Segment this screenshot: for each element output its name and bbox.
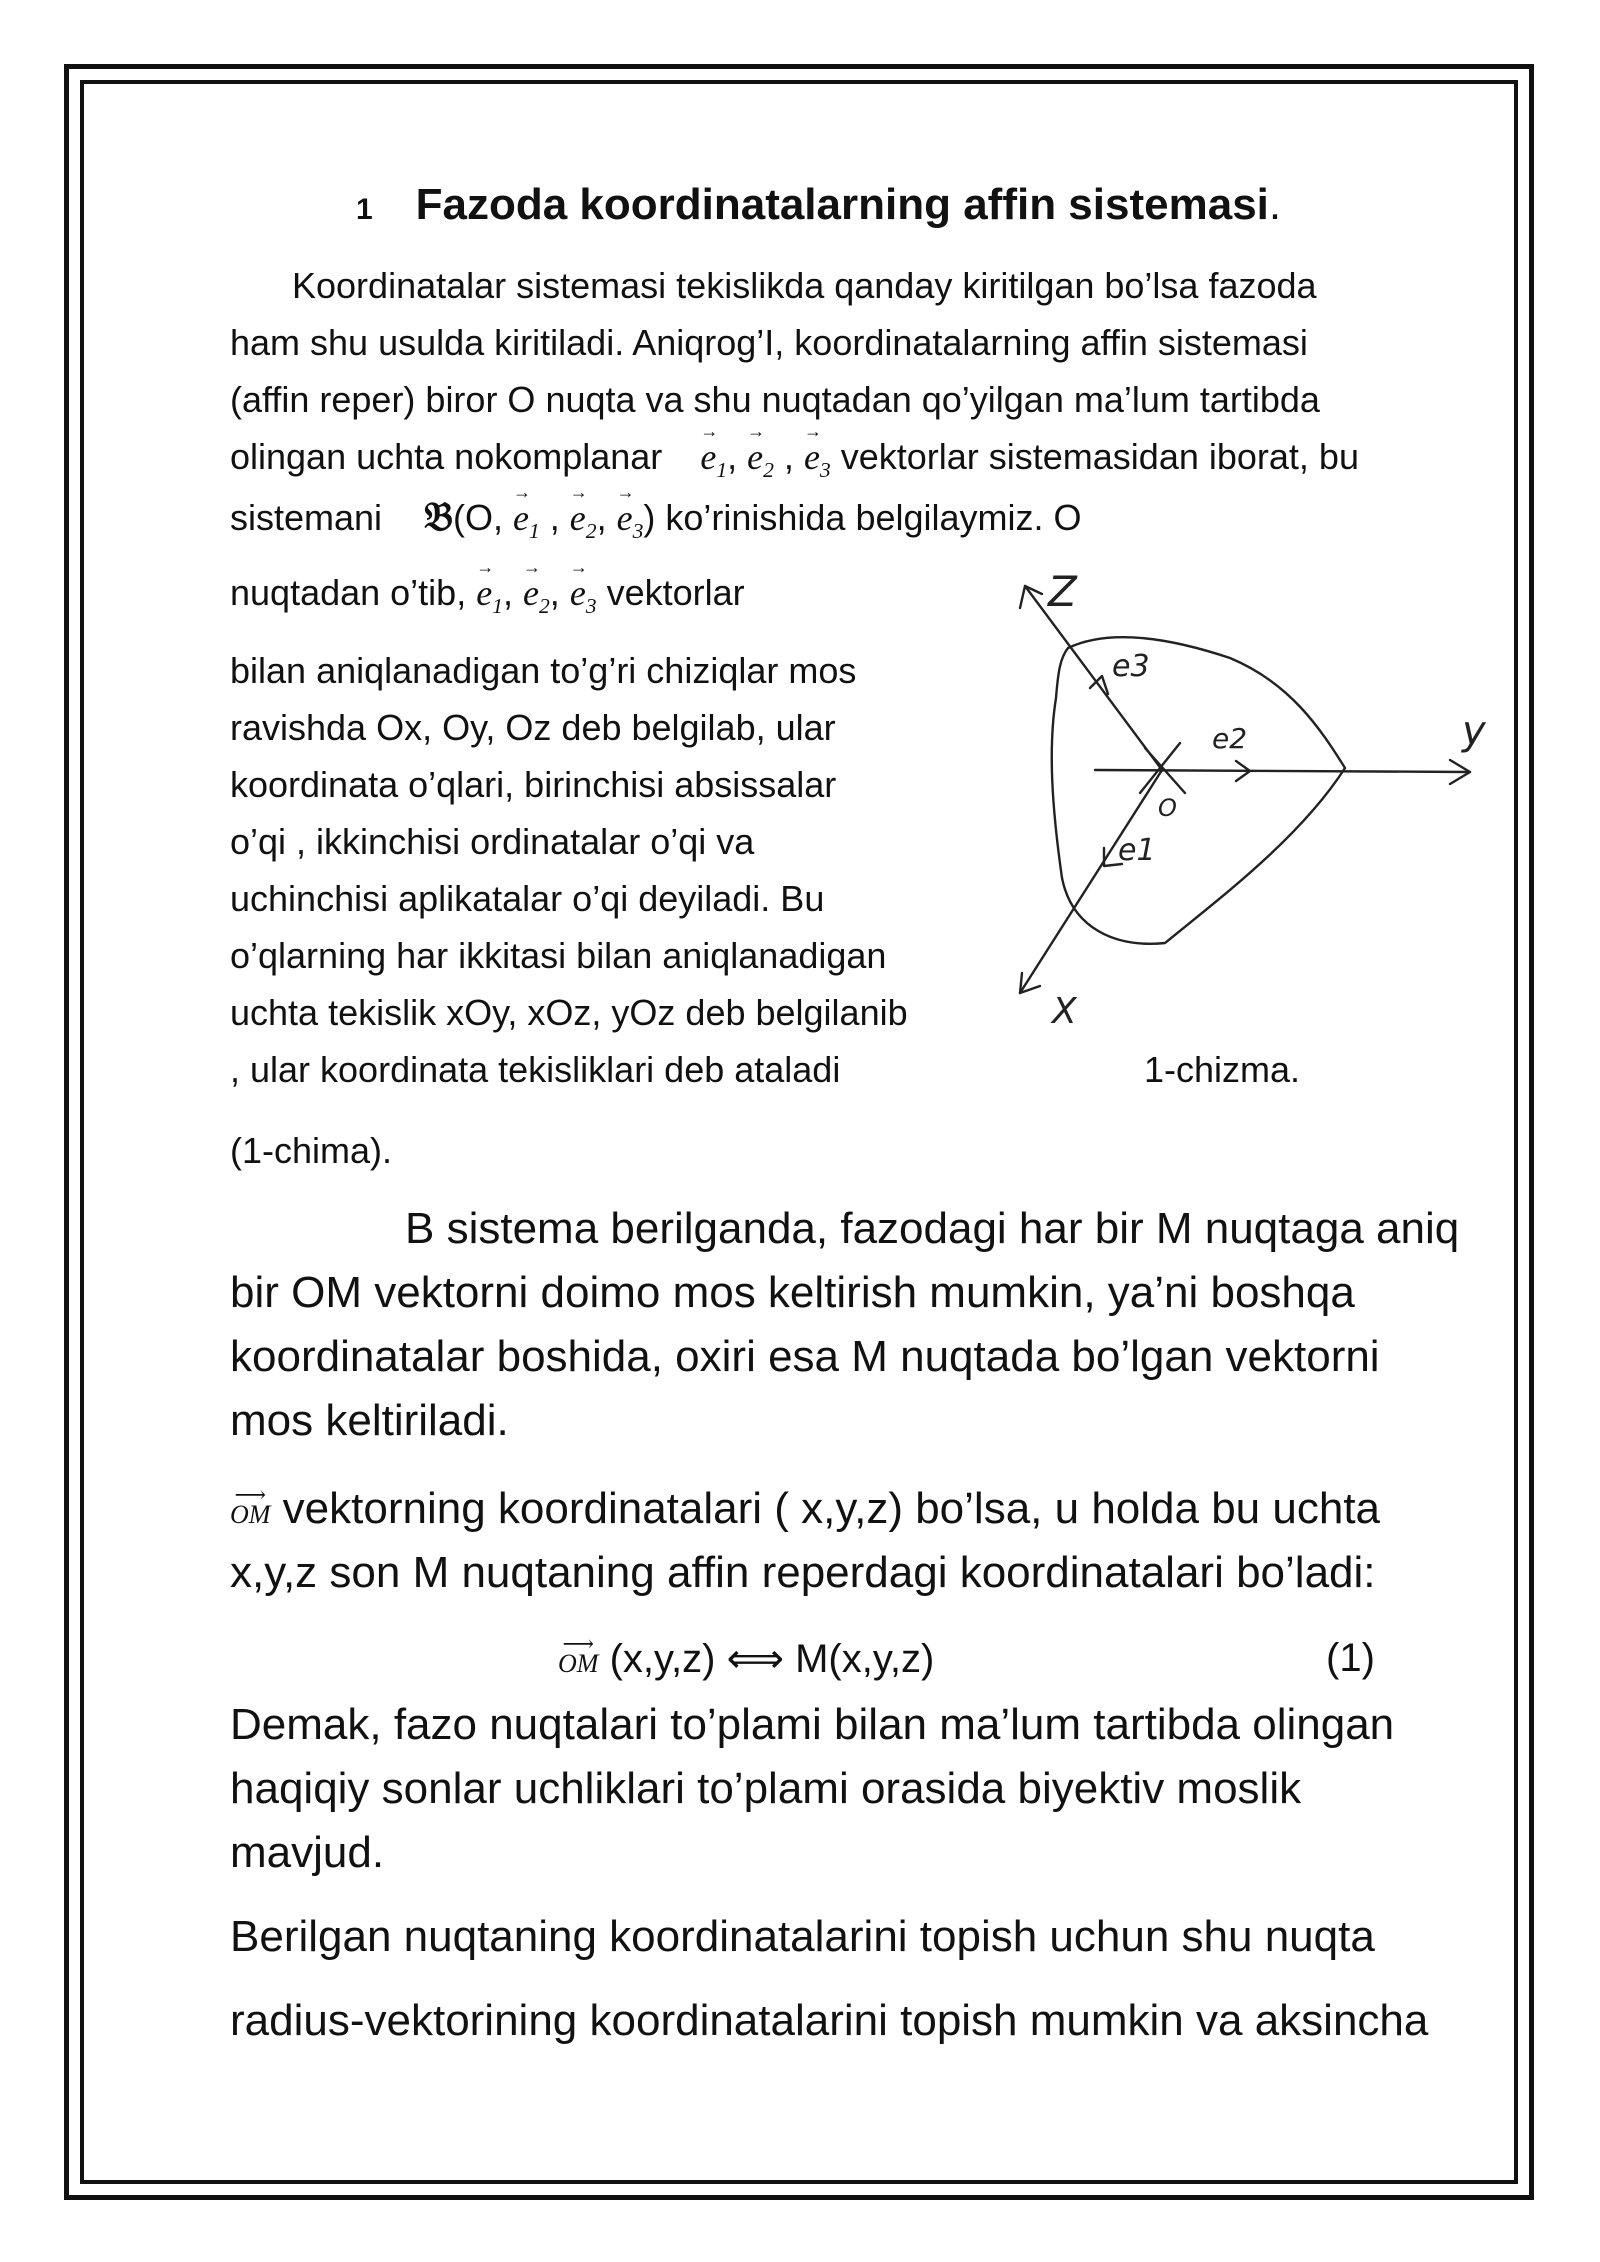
section-number: 1 [356,193,373,226]
para1-line6-text-a: nuqtadan o’tib, [230,572,467,613]
para1-line13: uchta tekislik xOy, xOz, yOz deb belgilanib [230,992,908,1033]
para1-line4-text-a: olingan uchta nokomplanar [230,436,663,477]
formula-rhs: M(x,y,z) [795,1637,935,1681]
vector-e3: e → $_3$ [569,557,597,619]
e3-label: e3 [1112,649,1150,684]
e1-label: e1 [1118,833,1156,868]
axis-line-x-z [1020,586,1162,993]
vector-e2: e → $_2$ [569,482,597,544]
coordinate-axes-figure [1000,548,1520,1068]
figure-caption: 1-chizma. [1144,1049,1301,1090]
para5-line2: radius-vektorining koordinatalarini topish mumkin va aksincha [230,1996,1429,2045]
para2-line2: bir OM vektorni doimo mos keltirish mumkin, ya’ni boshqa [230,1268,1355,1317]
section-title-period: . [1268,180,1282,229]
fraktur-b-symbol: 𝔅 [424,493,453,540]
x-axis-label: X [1052,991,1077,1032]
para4-line1: Demak, fazo nuqtalari to’plami bilan ma’lum tartibda olingan [230,1700,1395,1749]
para1-line1: Koordinatalar sistemasi tekislikda qanday kiritilgan bo’lsa fazoda [292,265,1317,306]
para2-line4: mos keltiriladi. [230,1396,509,1445]
y-axis-label: y [1462,708,1486,754]
section-title: Fazoda koordinatalarning affin sistemasi [415,180,1269,229]
para3-line1 [230,1484,1380,1534]
formula-1 [558,1631,935,1682]
vector-om: OM ⟶ [558,1631,599,1678]
para1-line14: , ular koordinata tekisliklari deb ataladi [230,1049,841,1090]
para3-line1-text: vektorning koordinatalari ( x,y,z) bo’lsa, u holda bu uchta [282,1484,1381,1533]
vector-om: OM ⟶ [230,1482,271,1529]
para1-line10: o’qi , ikkinchisi ordinatalar o’qi va [230,821,755,862]
vector-e2: e → $_2$ [523,557,550,619]
para1-line3: (affin reper) biror O nuqta va shu nuqtadan qo’yilgan ma’lum tartibda [230,379,1320,420]
formula-lhs: (x,y,z) [609,1637,716,1681]
formula-equivalence-arrow: ⟺ [726,1637,784,1681]
para3-line2: x,y,z son M nuqtaning affin reperdagi koordinatalari bo’ladi: [230,1548,1376,1597]
para1-line2: ham shu usulda kiritiladi. Aniqrog’I, koordinatalarning affin sistemasi [230,322,1308,363]
para1-line4-text-b: vektorlar sistemasidan iborat, bu [840,436,1359,477]
para1-line6-text-b: vektorlar [606,572,745,613]
section-heading [356,180,1281,230]
para1-line7: bilan aniqlanadigan to’g’ri chiziqlar mos [230,650,857,691]
vector-e1: e → $_1$ [512,482,540,544]
vector-e3: e → $_3$ [803,421,831,483]
para2-line1: B sistema berilganda, fazodagi har bir M nuqtaga aniq [405,1204,1460,1253]
para4-line2: haqiqiy sonlar uchliklari to’plami orasida biyektiv moslik [230,1764,1302,1813]
e2-label: e2 [1212,722,1248,755]
para1-line11: uchinchisi aplikatalar o’qi deyiladi. Bu [230,878,825,919]
para1-line5-text-b: ko’rinishida belgilaymiz. O [665,497,1082,538]
para5-line1: Berilgan nuqtaning koordinatalarini topish uchun shu nuqta [230,1912,1375,1961]
vector-e2: e → $_2$ [747,421,774,483]
para1-line4: olingan uchta nokomplanar e → $_1$, e → $_2$ , e → $_3$ vektorlar sistemasidan iborat, bu [230,421,1359,483]
para1-line12: o’qlarning har ikkitasi bilan aniqlanadigan [230,935,887,976]
origin-label: O [1158,794,1177,822]
para1-line15: (1-chima). [230,1130,393,1171]
para2-line3: koordinatalar boshida, oxiri esa M nuqtada bo’lgan vektorni [230,1332,1380,1381]
vector-e1: e → $_1$ [476,557,503,619]
y-axis-line [1095,770,1470,772]
para1-line5: sistemani 𝔅(O, e → $_1$ , e → $_2$, e → $_3$) ko’rinishida belgilaymiz. O [230,482,1082,544]
para4-line3: mavjud. [230,1828,385,1877]
para1-line5-text-a: sistemani [230,497,383,538]
para1-line8: ravishda Ox, Oy, Oz deb belgilab, ular [230,707,836,748]
z-axis-label: Z [1048,567,1077,616]
origin-cross [1140,743,1185,793]
para1-line6: nuqtadan o’tib, e → $_1$, e → $_2$, e → $_3$ vektorlar [230,557,745,619]
para1-line9: koordinata o’qlari, birinchisi absissalar [230,764,837,805]
formula-number: (1) [1326,1636,1375,1680]
vector-e1: e → $_1$ [700,421,728,483]
vector-e3: e → $_3$ [616,482,644,544]
